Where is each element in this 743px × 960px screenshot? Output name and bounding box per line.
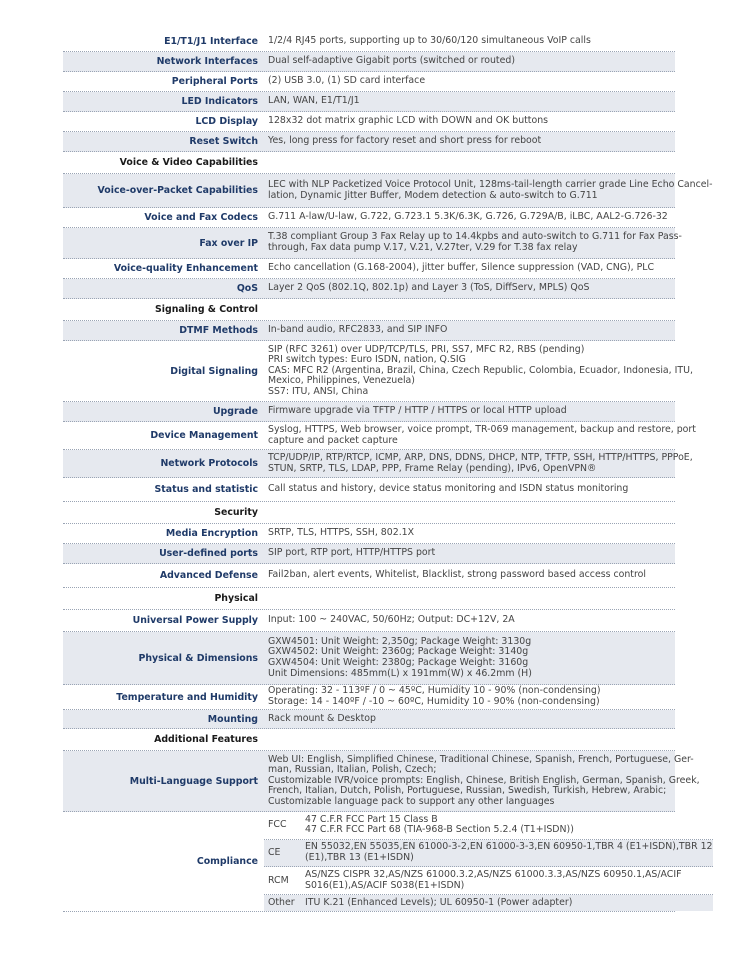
spec-row-voice-over-packet-capabilities — [63, 174, 713, 208]
compliance-row-rcm — [264, 867, 713, 895]
spec-row-compliance — [63, 812, 713, 912]
spec-row-fax-over-ip — [63, 228, 682, 259]
value-line: Input: 100 ~ 240VAC, 50/60Hz; Output: DC+12V, 2A — [268, 614, 515, 626]
value-line: Call status and history, device status monitoring and ISDN status monitoring — [268, 483, 629, 495]
spec-label: User-defined ports — [159, 548, 258, 559]
section-title: Security — [214, 507, 258, 518]
spec-row-mounting — [63, 710, 675, 729]
value-line: 1/2/4 RJ45 ports, supporting up to 30/60/120 simultaneous VoIP calls — [268, 35, 591, 47]
spec-label: Temperature and Humidity — [116, 691, 258, 703]
spec-value — [264, 588, 675, 609]
spec-row-network-interfaces — [63, 52, 675, 72]
spec-label: Device Management — [150, 430, 258, 441]
value-line: AS/NZS CISPR 32,AS/NZS 61000.3.2,AS/NZS 61000.3.3,AS/NZS 60950.1,AS/ACIF — [305, 869, 682, 881]
spec-value — [264, 632, 675, 684]
spec-value — [264, 685, 675, 709]
spec-row-multi-language-support — [63, 751, 700, 812]
spec-row-user-defined-ports — [63, 544, 675, 564]
spec-value — [264, 321, 675, 340]
spec-label: Advanced Defense — [159, 570, 258, 581]
spec-label: Compliance — [196, 856, 258, 867]
value-line: STUN, SRTP, TLS, LDAP, PPP, Frame Relay (pending), IPv6, OpenVPN® — [268, 462, 597, 474]
value-line: GXW4504: Unit Weight: 2380g; Package Weight: 3160g — [268, 657, 529, 668]
section-header-voice-video-capabilities — [63, 152, 675, 174]
compliance-key: FCC — [268, 819, 287, 831]
value-line: (2) USB 3.0, (1) SD card interface — [268, 75, 426, 87]
spec-label: Network Interfaces — [156, 56, 258, 67]
spec-value — [264, 208, 675, 227]
value-line: capture and packet capture — [268, 434, 398, 446]
spec-value — [264, 259, 675, 278]
value-line: TCP/UDP/IP, RTP/RTCP, ICMP, ARP, DNS, DDNS, DHCP, NTP, TFTP, SSH, HTTP/HTTPS, PPPoE, — [268, 451, 693, 463]
spec-value — [264, 402, 675, 421]
spec-row-voice-and-fax-codecs — [63, 208, 675, 228]
spec-row-qos — [63, 279, 675, 299]
spec-label: Status and statistic — [154, 484, 258, 495]
spec-row-upgrade — [63, 402, 675, 422]
value-line: T.38 compliant Group 3 Fax Relay up to 14.4kpbs and auto-switch to G.711 for Fax Pass- — [268, 231, 682, 243]
value-line: Web UI: English, Simplified Chinese, Traditional Chinese, Spanish, French, Portuguese, Ger- — [268, 753, 694, 765]
value-line: man, Russian, Italian, Polish, Czech; — [268, 764, 437, 776]
value-line: Dual self-adaptive Gigabit ports (switched or routed) — [268, 55, 515, 67]
value-line: 47 C.F.R FCC Part 68 (TIA-968-B Section 5.2.4 (T1+ISDN)) — [305, 824, 574, 836]
spec-table — [63, 32, 713, 912]
spec-row-status-and-statistic — [63, 478, 675, 502]
spec-label: Physical & Dimensions — [138, 652, 258, 664]
compliance-key: CE — [268, 846, 281, 858]
spec-label: LCD Display — [195, 116, 258, 127]
spec-value — [264, 610, 675, 631]
spec-value — [264, 812, 713, 911]
value-line: EN 55032,EN 55035,EN 61000-3-2,EN 61000-3-3,EN 60950-1,TBR 4 (E1+ISDN),TBR 12 — [305, 841, 713, 853]
value-line: Operating: 32 - 113ºF / 0 ~ 45ºC, Humidity 10 - 90% (non-condensing) — [268, 685, 601, 697]
value-line: PRI switch types: Euro ISDN, nation, Q.SIG — [268, 354, 466, 366]
spec-row-network-protocols — [63, 450, 693, 478]
spec-value — [264, 710, 675, 728]
spec-row-led-indicators — [63, 92, 675, 112]
spec-value — [264, 502, 675, 523]
spec-value — [264, 729, 675, 750]
value-line: In-band audio, RFC2833, and SIP INFO — [268, 324, 448, 336]
compliance-value — [305, 842, 713, 863]
section-title: Physical — [214, 593, 258, 604]
value-line: GXW4502: Unit Weight: 2360g; Package Weight: 3140g — [268, 646, 529, 658]
value-line: Yes, long press for factory reset and short press for reboot — [268, 135, 542, 147]
value-line: S016(E1),AS/ACIF S038(E1+ISDN) — [305, 879, 465, 891]
compliance-value — [305, 815, 713, 836]
spec-value — [264, 152, 675, 173]
spec-value — [264, 524, 675, 543]
value-line: (E1),TBR 13 (E1+ISDN) — [305, 852, 414, 864]
spec-row-advanced-defense — [63, 564, 675, 588]
spec-row-physical-dimensions — [63, 632, 675, 685]
spec-value — [264, 132, 675, 151]
section-header-physical — [63, 588, 675, 610]
spec-label: Fax over IP — [199, 237, 258, 249]
spec-label: Upgrade — [212, 406, 258, 417]
spec-value — [264, 299, 675, 320]
spec-label: QoS — [236, 283, 258, 294]
spec-label: Mounting — [207, 713, 258, 725]
compliance-key: Other — [268, 896, 295, 908]
spec-value — [264, 478, 675, 501]
value-line: Mexico, Philippines, Venezuela) — [268, 375, 415, 387]
spec-label: Universal Power Supply — [132, 615, 258, 626]
compliance-row-other — [264, 895, 713, 911]
value-line: through, Fax data pump V.17, V.21, V.27ter, V.29 for T.38 fax relay — [268, 242, 578, 253]
compliance-row-ce — [264, 840, 713, 868]
value-line: Fail2ban, alert events, Whitelist, Blacklist, strong password based access control — [268, 569, 646, 581]
spec-row-temperature-and-humidity — [63, 685, 675, 710]
spec-row-media-encryption — [63, 524, 675, 544]
value-line: LEC with NLP Packetized Voice Protocol Unit, 128ms-tail-length carrier grade Line Echo Cancel- — [268, 178, 713, 190]
value-line: French, Italian, Dutch, Polish, Portuguese, Russian, Swedish, Turkish, Hebrew, Arabic; — [268, 785, 667, 797]
spec-label: Network Protocols — [160, 458, 258, 469]
section-title: Additional Features — [154, 734, 258, 745]
value-line: Firmware upgrade via TFTP / HTTP / HTTPS or local HTTP upload — [268, 405, 567, 417]
compliance-value — [305, 898, 713, 909]
value-line: lation, Dynamic Jitter Buffer, Modem detection & auto-switch to G.711 — [268, 189, 598, 201]
spec-label: Digital Signaling — [170, 365, 258, 377]
spec-value — [264, 228, 688, 258]
spec-value — [264, 52, 675, 71]
spec-value — [264, 564, 675, 587]
section-header-security — [63, 502, 675, 524]
compliance-row-fcc — [264, 812, 713, 840]
section-title: Signaling & Control — [155, 304, 258, 315]
compliance-value — [305, 870, 713, 891]
spec-label: E1/T1/J1 Interface — [164, 36, 258, 47]
value-line: SRTP, TLS, HTTPS, SSH, 802.1X — [268, 527, 415, 539]
spec-value — [264, 279, 675, 298]
spec-value — [264, 341, 699, 401]
spec-row-e1-t1-j1-interface — [63, 32, 675, 52]
value-line: 128x32 dot matrix graphic LCD with DOWN and OK buttons — [268, 115, 549, 127]
value-line: Storage: 14 - 140ºF / -10 ~ 60ºC, Humidity 10 - 90% (non-condensing) — [268, 696, 600, 707]
value-line: SIP port, RTP port, HTTP/HTTPS port — [268, 547, 436, 559]
value-line: CAS: MFC R2 (Argentina, Brazil, China, Czech Republic, Colombia, Ecuador, Indonesia, ITU, — [268, 364, 693, 376]
value-line: LAN, WAN, E1/T1/J1 — [268, 95, 360, 107]
spec-row-lcd-display — [63, 112, 675, 132]
spec-label: DTMF Methods — [179, 325, 258, 336]
spec-value — [264, 32, 675, 51]
value-line: Rack mount & Desktop — [268, 712, 376, 724]
value-line: Echo cancellation (G.168-2004), jitter buffer, Silence suppression (VAD, CNG), PLC — [268, 262, 655, 274]
value-line: ITU K.21 (Enhanced Levels); UL 60950-1 (Power adapter) — [305, 896, 573, 908]
spec-row-digital-signaling — [63, 341, 693, 402]
spec-label: Voice and Fax Codecs — [144, 212, 258, 223]
spec-value — [264, 751, 706, 811]
spec-row-reset-switch — [63, 132, 675, 152]
spec-row-voice-quality-enhancement — [63, 259, 675, 279]
value-line: Customizable language pack to support any other languages — [268, 795, 555, 807]
section-header-signaling-control — [63, 299, 675, 321]
spec-label: Voice-over-Packet Capabilities — [97, 185, 258, 196]
spec-row-dtmf-methods — [63, 321, 675, 341]
spec-label: Multi-Language Support — [129, 775, 258, 787]
value-line: Syslog, HTTPS, Web browser, voice prompt, TR-069 management, backup and restore, port — [268, 423, 696, 435]
spec-value — [264, 422, 702, 449]
spec-value — [264, 544, 675, 563]
spec-label: Reset Switch — [189, 136, 258, 147]
value-line: Layer 2 QoS (802.1Q, 802.1p) and Layer 3 (ToS, DiffServ, MPLS) QoS — [268, 282, 590, 294]
spec-label: Peripheral Ports — [171, 76, 258, 87]
spec-value — [264, 72, 675, 91]
value-line: 47 C.F.R FCC Part 15 Class B — [305, 813, 438, 825]
spec-row-peripheral-ports — [63, 72, 675, 92]
spec-value — [264, 112, 675, 131]
spec-value — [264, 92, 675, 111]
value-line: G.711 A-law/U-law, G.722, G.723.1 5.3K/6.3K, G.726, G.729A/B, iLBC, AAL2-G.726-32 — [268, 211, 668, 223]
spec-row-device-management — [63, 422, 696, 450]
section-title: Voice & Video Capabilities — [119, 157, 258, 168]
spec-value — [264, 450, 699, 477]
value-line: Customizable IVR/voice prompts: English, Chinese, British English, German, Spanish, Greek, — [268, 774, 700, 786]
spec-row-universal-power-supply — [63, 610, 675, 632]
value-line: SIP (RFC 3261) over UDP/TCP/TLS, PRI, SS7, MFC R2, RBS (pending) — [268, 343, 585, 355]
section-header-additional-features — [63, 729, 675, 751]
spec-label: Voice-quality Enhancement — [113, 263, 258, 274]
value-line: SS7: ITU, ANSI, China — [268, 385, 369, 397]
value-line: Unit Dimensions: 485mm(L) x 191mm(W) x 46.2mm (H) — [268, 667, 532, 679]
value-line: GXW4501: Unit Weight: 2,350g; Package Weight: 3130g — [268, 635, 532, 647]
compliance-key: RCM — [268, 874, 289, 886]
spec-label: Media Encryption — [165, 528, 258, 539]
spec-label: LED Indicators — [181, 96, 258, 107]
spec-value — [264, 174, 719, 207]
